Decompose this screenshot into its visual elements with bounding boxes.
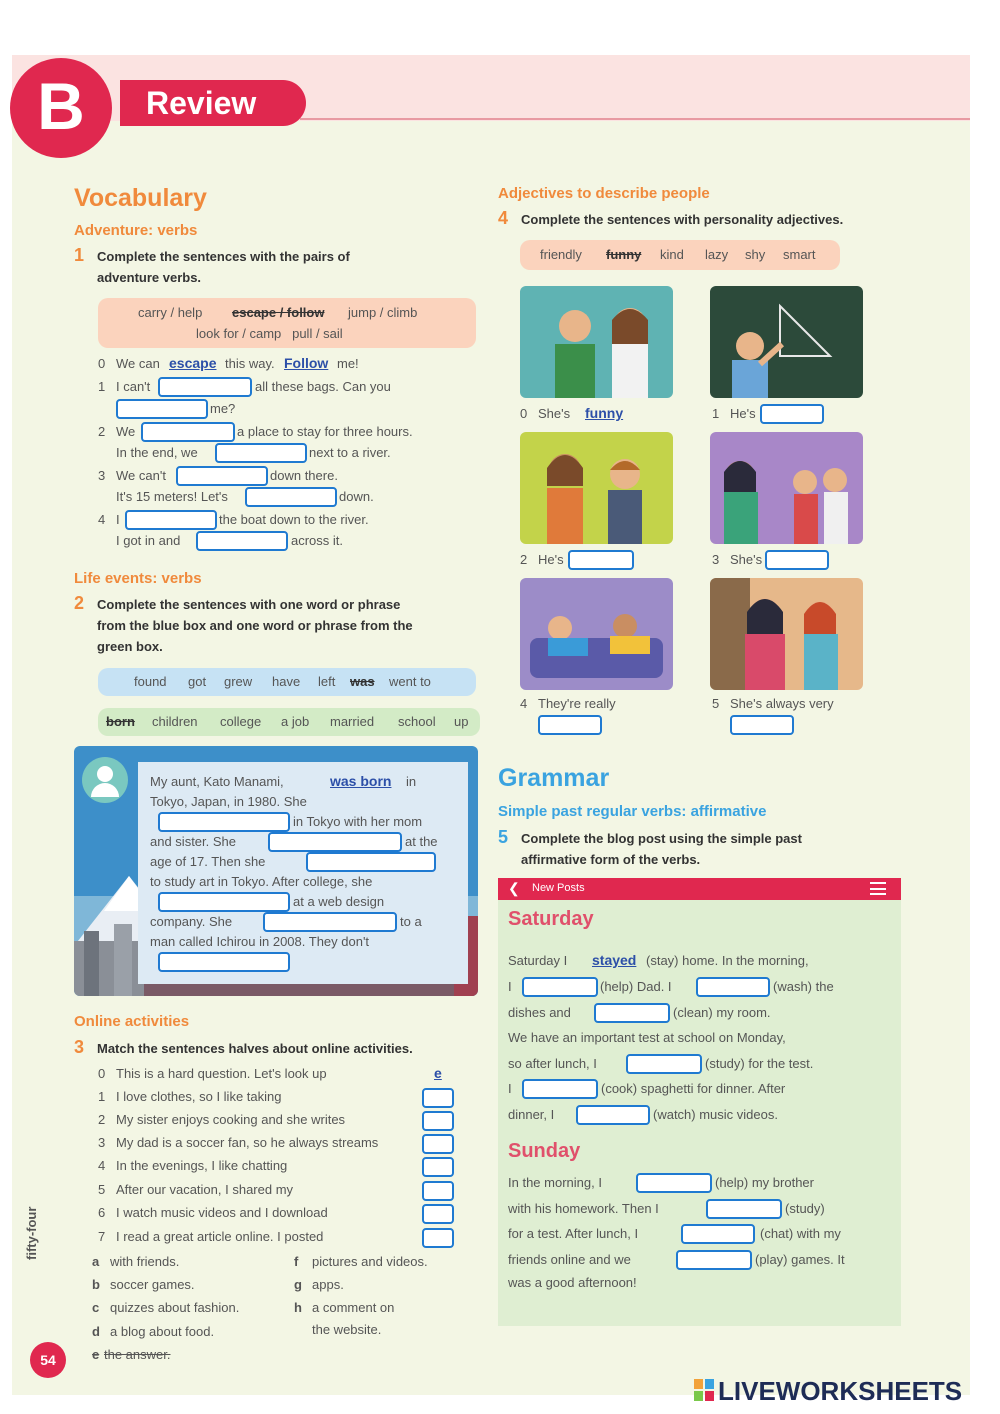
blog-text: (stay) home. In the morning, xyxy=(646,953,809,968)
blog-text: (help) Dad. I xyxy=(600,979,672,994)
sentence-text: We xyxy=(116,424,136,439)
story-text: My aunt, Kato Manami, xyxy=(150,774,284,789)
blog-text: dishes and xyxy=(508,1005,571,1020)
sentence-text: down there. xyxy=(270,468,338,483)
answer-blank[interactable] xyxy=(576,1105,650,1125)
sentence-half: After our vacation, I shared my xyxy=(116,1182,294,1197)
blog-text: (help) my brother xyxy=(715,1175,814,1190)
grammar-heading: Grammar xyxy=(498,764,610,792)
option-letter: c xyxy=(92,1300,100,1315)
option-letter: d xyxy=(92,1324,100,1339)
blog-text: friends online and we xyxy=(508,1252,631,1267)
sentence-half: I read a great article online. I posted xyxy=(116,1229,324,1244)
option-text: apps. xyxy=(312,1277,344,1292)
option-text: quizzes about fashion. xyxy=(110,1300,240,1315)
item-number: 4 xyxy=(520,696,528,711)
blog-text: Saturday I xyxy=(508,953,568,968)
grammar-subheading: Simple past regular verbs: affirmative xyxy=(498,803,767,820)
sentence-text: next to a river. xyxy=(309,445,391,460)
item-number: 4 xyxy=(98,512,106,527)
story-text: in xyxy=(406,774,417,789)
adventure-verbs-heading: Adventure: verbs xyxy=(74,222,198,239)
story-text: and sister. She xyxy=(150,834,236,849)
answer-blank[interactable] xyxy=(706,1199,782,1219)
option-letter: g xyxy=(294,1277,302,1292)
blog-text: (chat) with my xyxy=(760,1226,841,1241)
picture-boy-at-chalkboard xyxy=(710,286,863,398)
word-option: went to xyxy=(389,674,431,689)
sentence-text: me? xyxy=(210,401,236,416)
answer-blank[interactable] xyxy=(696,977,770,997)
sentence-half: My sister enjoys cooking and she writes xyxy=(116,1112,346,1127)
item-number: 3 xyxy=(98,1135,106,1150)
word-option: have xyxy=(272,674,301,689)
answer-blank[interactable] xyxy=(176,466,268,486)
answer-blank[interactable] xyxy=(141,422,235,442)
word-option: grew xyxy=(224,674,253,689)
example-answer: e xyxy=(434,1065,442,1081)
sentence-text: It's 15 meters! Let's xyxy=(116,489,228,504)
item-number: 1 xyxy=(712,406,720,421)
exercise-2-instruction: Complete the sentences with one word or phrase from the blue box and one word or phrase from the green box. xyxy=(97,597,413,654)
word-option: got xyxy=(188,674,207,689)
word-option: married xyxy=(330,714,375,729)
picture-girl-helping-friend xyxy=(710,578,863,690)
word-option: college xyxy=(220,714,262,729)
match-blank[interactable] xyxy=(422,1111,454,1131)
header-divider xyxy=(300,118,970,120)
match-blank[interactable] xyxy=(422,1228,454,1248)
example-answer: was born xyxy=(330,773,392,789)
blog-text: (play) games. It xyxy=(755,1252,845,1267)
word-option: left xyxy=(318,674,336,689)
answer-blank[interactable] xyxy=(626,1054,702,1074)
exercise-number-1: 1 xyxy=(74,245,85,265)
answer-blank[interactable] xyxy=(676,1250,752,1270)
sentence-text: I got in and xyxy=(116,533,181,548)
blog-text: (study) for the test. xyxy=(705,1056,814,1071)
item-number: 6 xyxy=(98,1205,106,1220)
exercise-number-4: 4 xyxy=(498,208,509,228)
saturday-heading: Saturday xyxy=(508,908,594,930)
option-text: pictures and videos. xyxy=(312,1254,428,1269)
exercise-1-instruction: Complete the sentences with the pairs of adventure verbs. xyxy=(97,249,350,285)
story-text: company. She xyxy=(150,914,233,929)
story-text: to study art in Tokyo. After college, she xyxy=(150,874,373,889)
item-number: 1 xyxy=(98,1089,106,1104)
liveworksheets-logo-icon xyxy=(694,1379,714,1401)
item-number: 2 xyxy=(98,424,106,439)
adjective-option: shy xyxy=(745,247,766,262)
blog-text: (clean) my room. xyxy=(673,1005,771,1020)
match-blank[interactable] xyxy=(422,1088,454,1108)
adjective-option: smart xyxy=(783,247,816,262)
match-blank[interactable] xyxy=(422,1134,454,1154)
liveworksheets-brand: LIVEWORKSHEETS xyxy=(718,1376,963,1406)
answer-blank[interactable] xyxy=(538,715,602,735)
exercise-number-5: 5 xyxy=(498,827,509,847)
review-title: Review xyxy=(120,80,306,126)
option-letter: a xyxy=(92,1254,100,1269)
caption-text: He's xyxy=(538,552,564,567)
answer-blank[interactable] xyxy=(268,832,402,852)
sentence-text: the boat down to the river. xyxy=(219,512,369,527)
sentence-half: This is a hard question. Let's look up xyxy=(116,1066,327,1081)
story-text: age of 17. Then she xyxy=(150,854,266,869)
item-number: 3 xyxy=(712,552,720,567)
verb-pair: look for / camp pull / sail xyxy=(196,326,343,341)
option-letter: f xyxy=(294,1254,299,1269)
item-number: 0 xyxy=(520,406,528,421)
word-option-used: was xyxy=(350,674,375,689)
exercise-number-3: 3 xyxy=(74,1037,85,1057)
verb-pair-used: escape / follow xyxy=(232,305,325,320)
adjective-option: kind xyxy=(660,247,684,262)
answer-blank[interactable] xyxy=(765,550,829,570)
story-text: to a xyxy=(400,914,422,929)
sentence-text: all these bags. Can you xyxy=(255,379,391,394)
story-text: at the xyxy=(405,834,438,849)
sentence-text: In the end, we xyxy=(116,445,198,460)
item-number: 3 xyxy=(98,468,106,483)
answer-blank[interactable] xyxy=(215,443,307,463)
option-text: a blog about food. xyxy=(110,1324,215,1339)
match-blank[interactable] xyxy=(422,1181,454,1201)
answer-blank[interactable] xyxy=(636,1173,712,1193)
sentence-text: We can xyxy=(116,356,160,371)
answer-blank[interactable] xyxy=(760,404,824,424)
sentence-text: me! xyxy=(337,356,359,371)
option-text: a comment on xyxy=(312,1300,395,1315)
unit-badge: B xyxy=(10,58,112,158)
option-letter: b xyxy=(92,1277,100,1292)
adjectives-heading: Adjectives to describe people xyxy=(498,185,710,202)
item-number: 5 xyxy=(98,1182,106,1197)
page-number-words: fifty-four xyxy=(24,1206,39,1260)
answer-blank[interactable] xyxy=(594,1003,670,1023)
blog-text: (wash) the xyxy=(773,979,834,994)
page-number: 54 xyxy=(30,1342,66,1378)
answer-blank[interactable] xyxy=(158,892,290,912)
sentence-text: I can't xyxy=(116,379,151,394)
match-blank[interactable] xyxy=(422,1157,454,1177)
blog-text: (cook) spaghetti for dinner. After xyxy=(601,1081,786,1096)
item-number: 0 xyxy=(98,1066,106,1081)
answer-blank[interactable] xyxy=(196,531,288,551)
picture-girl-and-two-boys xyxy=(710,432,863,544)
picture-laughing-friends xyxy=(520,286,673,398)
answer-blank[interactable] xyxy=(306,852,436,872)
answer-blank[interactable] xyxy=(263,912,397,932)
option-text: with friends. xyxy=(110,1254,180,1269)
answer-blank[interactable] xyxy=(681,1224,755,1244)
blog-text: dinner, I xyxy=(508,1107,555,1122)
blog-text: I xyxy=(508,1081,512,1096)
answer-blank[interactable] xyxy=(158,812,290,832)
item-number: 4 xyxy=(98,1158,106,1173)
exercise-4-instruction: Complete the sentences with personality adjectives. xyxy=(521,212,844,227)
exercise-5-instruction: Complete the blog post using the simple past affirmative form of the verbs. xyxy=(521,831,802,867)
blog-text: for a test. After lunch, I xyxy=(508,1226,639,1241)
option-letter-used: e xyxy=(92,1347,100,1362)
blog-text: In the morning, I xyxy=(508,1175,602,1190)
exercise-number-2: 2 xyxy=(74,593,85,613)
word-option: school xyxy=(398,714,436,729)
blog-text: I xyxy=(508,979,512,994)
example-answer: escape xyxy=(169,355,217,371)
story-text: in Tokyo with her mom xyxy=(293,814,423,829)
blog-text: was a good afternoon! xyxy=(508,1275,637,1290)
option-text-used: the answer. xyxy=(104,1347,171,1362)
item-number: 1 xyxy=(98,379,106,394)
answer-blank[interactable] xyxy=(730,715,794,735)
blog-text: (watch) music videos. xyxy=(653,1107,778,1122)
word-option: a job xyxy=(281,714,310,729)
sentence-text: I xyxy=(116,512,120,527)
sentence-half: I love clothes, so I like taking xyxy=(116,1089,282,1104)
answer-blank[interactable] xyxy=(116,399,208,419)
answer-blank[interactable] xyxy=(568,550,634,570)
example-answer: Follow xyxy=(284,355,329,371)
answer-blank[interactable] xyxy=(522,1079,598,1099)
back-chevron-icon[interactable]: ❮ xyxy=(508,880,520,896)
story-text: at a web design xyxy=(293,894,385,909)
user-avatar xyxy=(82,757,128,803)
sentence-text: down. xyxy=(339,489,374,504)
item-number: 0 xyxy=(98,356,106,371)
option-text: soccer games. xyxy=(110,1277,195,1292)
caption-text: They're really xyxy=(538,696,616,711)
blog-text: We have an important test at school on Monday, xyxy=(508,1030,786,1045)
online-activities-heading: Online activities xyxy=(74,1013,190,1030)
answer-blank[interactable] xyxy=(522,977,598,997)
picture-lazy-friends-on-sofa xyxy=(520,578,673,690)
word-option: found xyxy=(134,674,167,689)
caption-text: He's xyxy=(730,406,756,421)
example-answer: funny xyxy=(585,405,624,421)
word-option: children xyxy=(152,714,198,729)
sentence-text: We can't xyxy=(116,468,166,483)
picture-girl-and-shy-boy xyxy=(520,432,673,544)
blog-text: with his homework. Then I xyxy=(508,1201,659,1216)
caption-text: She's xyxy=(730,552,763,567)
option-text: the website. xyxy=(312,1322,382,1337)
sentence-text: this way. xyxy=(225,356,275,371)
vocabulary-heading: Vocabulary xyxy=(74,184,207,212)
sentence-half: I watch music videos and I download xyxy=(116,1205,328,1220)
option-letter: h xyxy=(294,1300,302,1315)
adjective-option: friendly xyxy=(540,247,582,262)
item-number: 5 xyxy=(712,696,720,711)
sentence-half: In the evenings, I like chatting xyxy=(116,1158,288,1173)
word-option: up xyxy=(454,714,469,729)
life-events-heading: Life events: verbs xyxy=(74,570,202,587)
blog-text: so after lunch, I xyxy=(508,1056,597,1071)
adjective-option-used: funny xyxy=(606,247,642,262)
word-option-used: born xyxy=(106,714,135,729)
sentence-text: a place to stay for three hours. xyxy=(237,424,413,439)
item-number: 2 xyxy=(98,1112,106,1127)
story-text: man called Ichirou in 2008. They don't xyxy=(150,934,370,949)
caption-text: She's always very xyxy=(730,696,834,711)
answer-blank[interactable] xyxy=(158,377,252,397)
answer-blank[interactable] xyxy=(158,952,290,972)
answer-blank[interactable] xyxy=(125,510,217,530)
sentence-half: My dad is a soccer fan, so he always streams xyxy=(116,1135,379,1150)
adjective-option: lazy xyxy=(705,247,729,262)
sentence-text: across it. xyxy=(291,533,344,548)
menu-icon[interactable] xyxy=(870,882,886,895)
item-number: 7 xyxy=(98,1229,106,1244)
sunday-heading: Sunday xyxy=(508,1140,581,1162)
exercise-3-instruction: Match the sentences halves about online activities. xyxy=(97,1041,413,1056)
story-text: Tokyo, Japan, in 1980. She xyxy=(150,794,307,809)
match-blank[interactable] xyxy=(422,1204,454,1224)
item-number: 2 xyxy=(520,552,528,567)
answer-blank[interactable] xyxy=(245,487,337,507)
verb-pair: carry / help xyxy=(138,305,203,320)
caption-text: She's xyxy=(538,406,571,421)
verb-pair: jump / climb xyxy=(348,305,418,320)
example-answer: stayed xyxy=(592,952,637,968)
blog-text: (study) xyxy=(785,1201,825,1216)
blog-bar-title: New Posts xyxy=(532,882,585,894)
